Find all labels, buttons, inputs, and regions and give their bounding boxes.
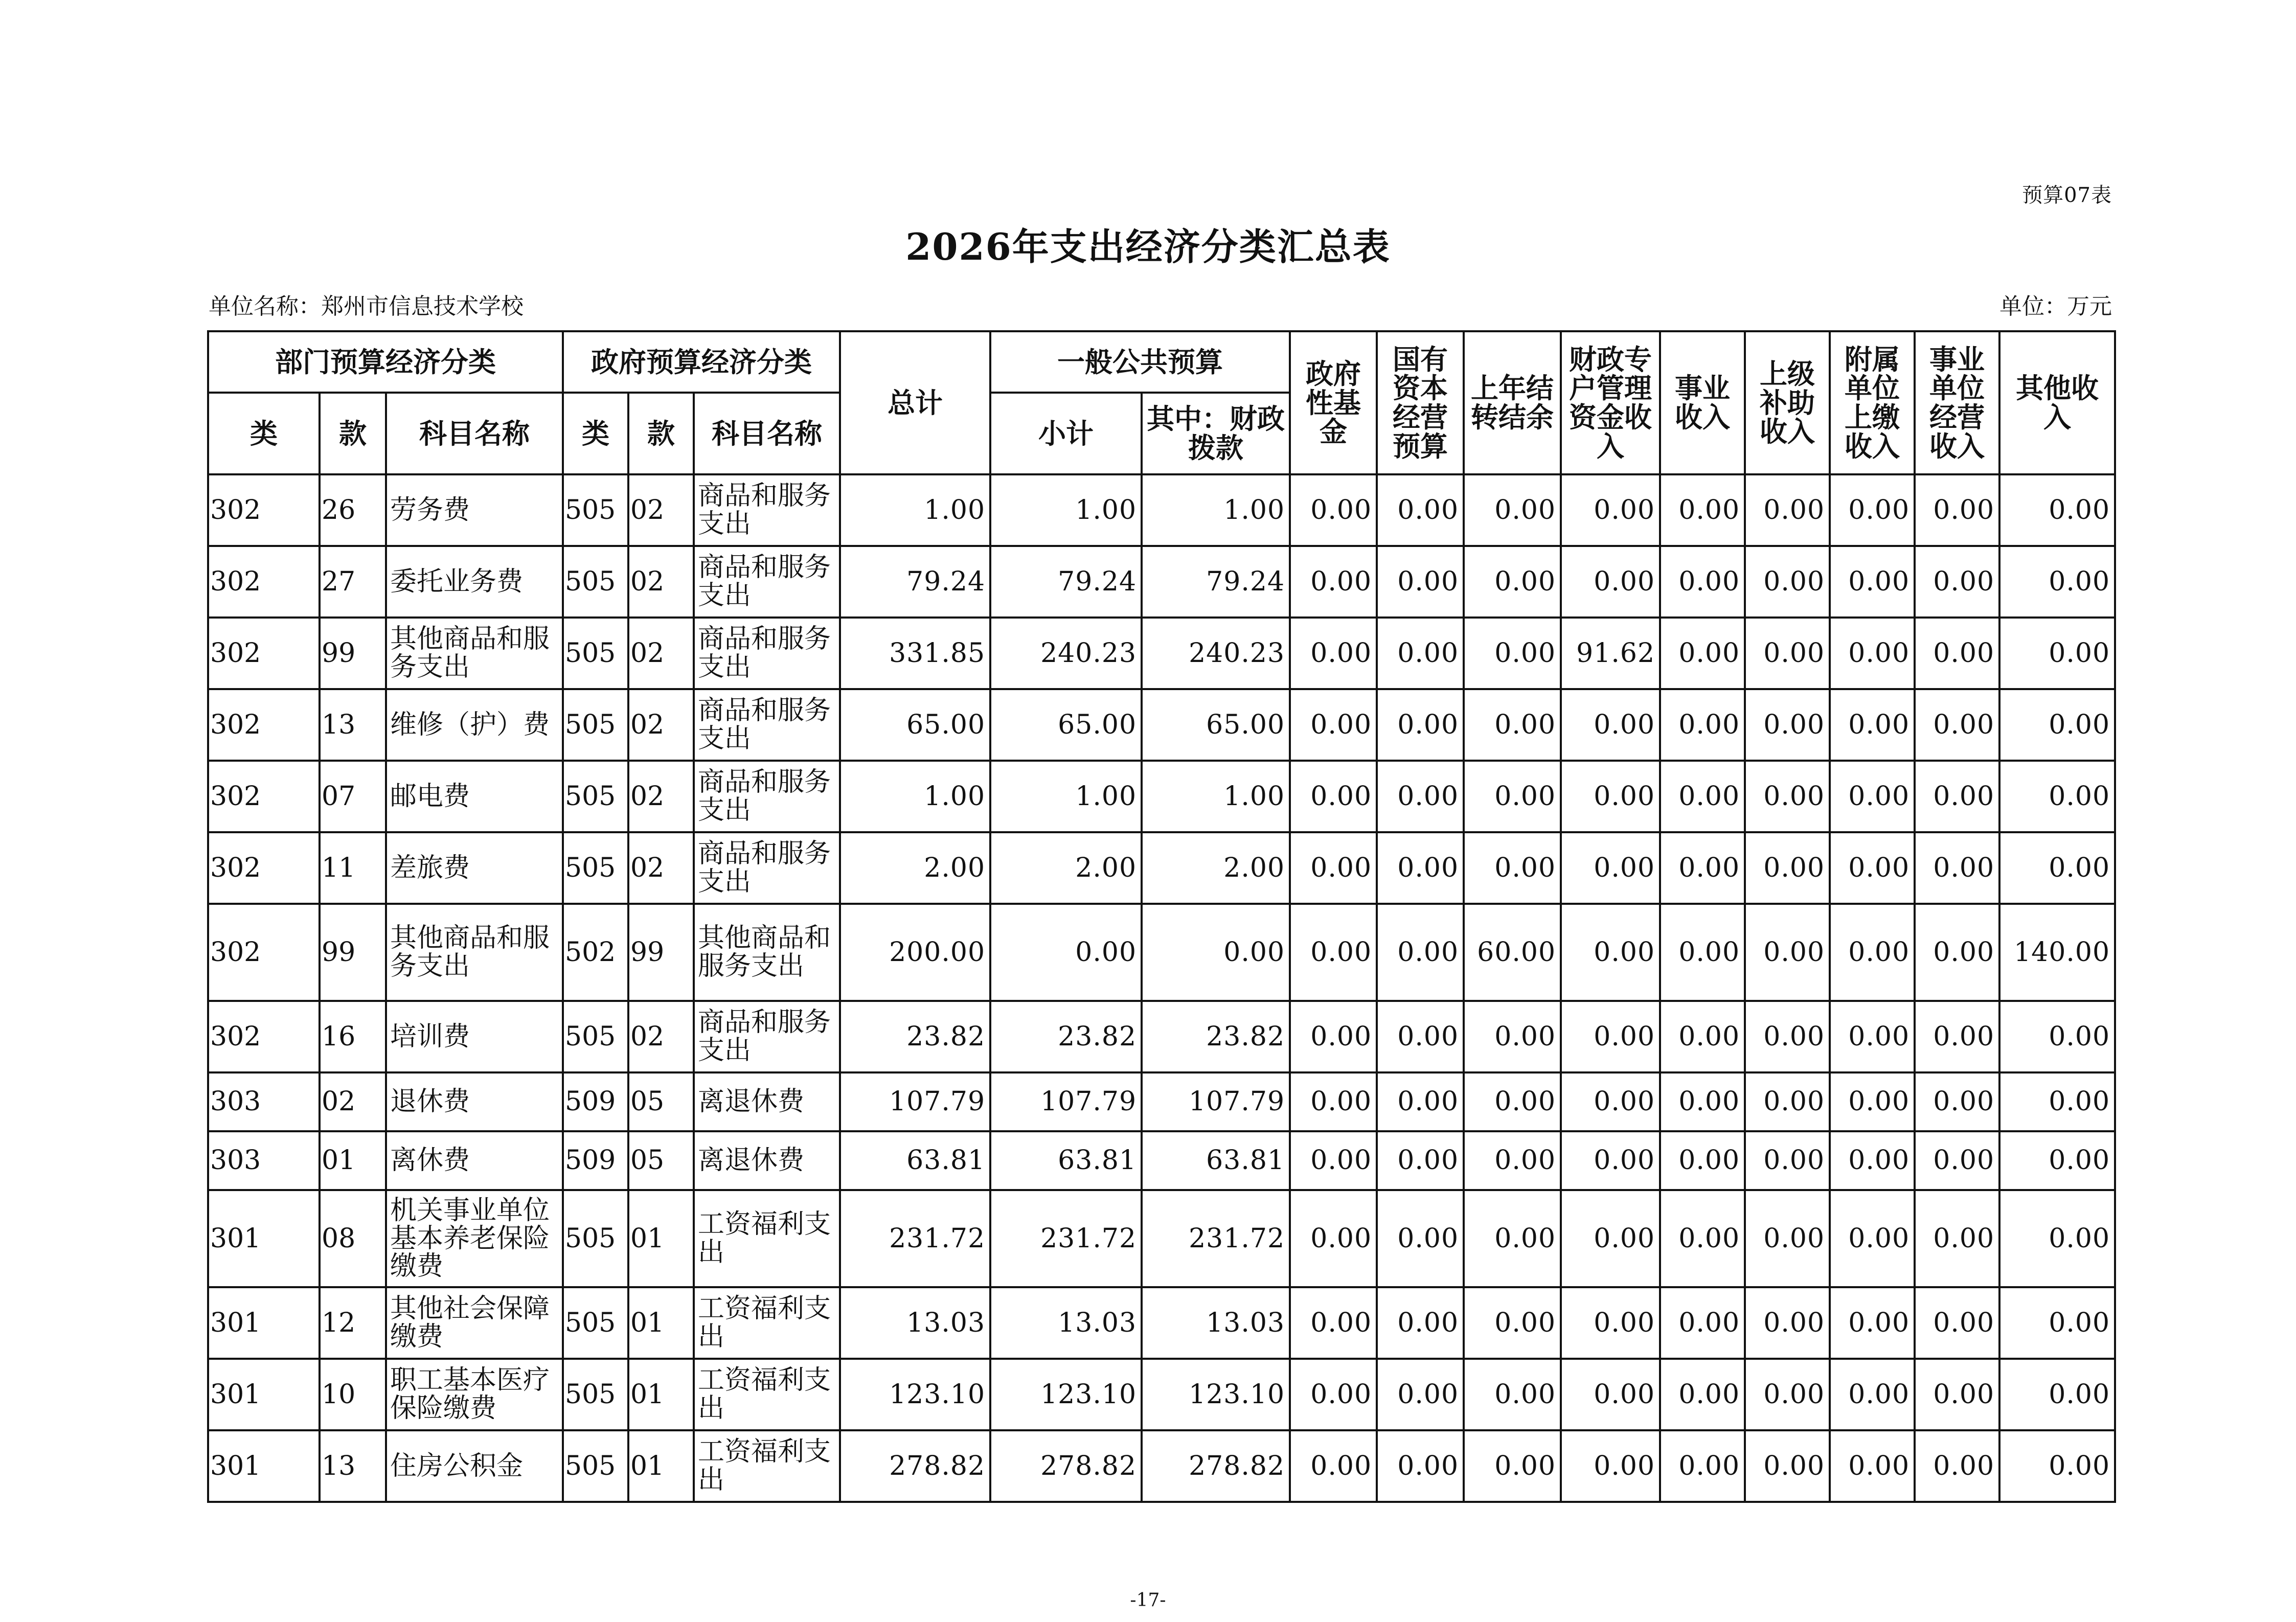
table-cell: 0.00 [1561,1430,1660,1502]
table-cell: 0.00 [1377,761,1464,832]
table-cell: 0.00 [1561,1190,1660,1287]
table-cell: 1.00 [1142,474,1290,546]
table-cell: 其他商品和服务支出 [386,904,563,1001]
table-row [208,1131,2115,1190]
table-cell: 107.79 [840,1072,990,1131]
table-cell: 0.00 [1561,546,1660,618]
table-cell: 0.00 [1142,904,1290,1001]
table-cell: 0.00 [1561,904,1660,1001]
table-cell: 23.82 [990,1001,1142,1072]
table-cell: 商品和服务支出 [694,689,840,761]
table-cell: 0.00 [1999,689,2115,761]
table-cell: 0.00 [1915,1430,1999,1502]
table-cell: 0.00 [1745,474,1830,546]
table-cell: 303 [208,1131,320,1190]
table-cell: 1.00 [1142,761,1290,832]
table-cell: 0.00 [1999,761,2115,832]
table-cell: 505 [563,1001,628,1072]
table-cell: 0.00 [1660,1430,1745,1502]
table-cell: 65.00 [840,689,990,761]
table-cell: 0.00 [1464,1359,1561,1430]
table-cell: 0.00 [1660,1287,1745,1359]
table-cell: 01 [628,1190,694,1287]
table-cell: 商品和服务支出 [694,1001,840,1072]
table-row [208,474,2115,546]
table-cell: 0.00 [1915,689,1999,761]
table-row [208,904,2115,1001]
table-cell: 99 [320,904,386,1001]
table-cell: 13.03 [1142,1287,1290,1359]
table-cell: 0.00 [1464,1072,1561,1131]
table-cell: 16 [320,1001,386,1072]
table-cell: 278.82 [1142,1430,1290,1502]
header-business-income: 事业收入 [1660,331,1745,474]
table-cell: 0.00 [1999,832,2115,904]
table-cell: 01 [628,1287,694,1359]
table-cell: 0.00 [1660,1131,1745,1190]
table-cell: 231.72 [840,1190,990,1287]
table-cell: 0.00 [1377,1287,1464,1359]
header-special-account: 财政专户管理资金收入 [1561,331,1660,474]
table-cell: 0.00 [1745,761,1830,832]
table-cell: 0.00 [1561,1072,1660,1131]
table-cell: 505 [563,832,628,904]
expenditure-table [207,330,2116,1503]
table-cell: 0.00 [1830,761,1915,832]
table-cell: 302 [208,761,320,832]
table-cell: 231.72 [990,1190,1142,1287]
header-subject-name: 科目名称 [386,393,563,474]
table-cell: 0.00 [1561,689,1660,761]
table-cell: 13 [320,1430,386,1502]
table-cell: 工资福利支出 [694,1287,840,1359]
table-cell: 商品和服务支出 [694,618,840,689]
table-cell: 0.00 [1377,689,1464,761]
table-cell: 0.00 [1561,1131,1660,1190]
table-cell: 0.00 [1915,1190,1999,1287]
table-cell: 培训费 [386,1001,563,1072]
table-cell: 02 [320,1072,386,1131]
table-cell: 0.00 [1830,1359,1915,1430]
table-cell: 02 [628,1001,694,1072]
table-cell: 0.00 [1745,1072,1830,1131]
header-dept-econ: 部门预算经济分类 [208,331,563,393]
table-cell: 99 [320,618,386,689]
table-cell: 0.00 [1660,832,1745,904]
table-cell: 505 [563,689,628,761]
table-cell: 0.00 [1745,1131,1830,1190]
table-cell: 0.00 [1660,1001,1745,1072]
table-cell: 0.00 [1830,1072,1915,1131]
table-cell: 302 [208,904,320,1001]
table-cell: 07 [320,761,386,832]
table-cell: 107.79 [1142,1072,1290,1131]
table-cell: 职工基本医疗保险缴费 [386,1359,563,1430]
table-cell: 0.00 [1290,689,1377,761]
table-cell: 0.00 [1290,1287,1377,1359]
header-carryover: 上年结转结余 [1464,331,1561,474]
table-cell: 0.00 [1999,474,2115,546]
header-general-budget: 一般公共预算 [990,331,1290,393]
table-cell: 0.00 [1290,1072,1377,1131]
table-cell: 301 [208,1430,320,1502]
table-cell: 107.79 [990,1072,1142,1131]
header-gov-fund: 政府性基金 [1290,331,1377,474]
table-cell: 0.00 [1290,618,1377,689]
table-cell: 0.00 [1915,1001,1999,1072]
table-cell: 0.00 [1999,546,2115,618]
table-cell: 0.00 [1745,1287,1830,1359]
table-cell: 0.00 [1830,1001,1915,1072]
table-cell: 0.00 [1290,474,1377,546]
table-cell: 01 [628,1359,694,1430]
table-cell: 0.00 [1290,1430,1377,1502]
table-cell: 278.82 [840,1430,990,1502]
table-cell: 302 [208,618,320,689]
table-cell: 79.24 [990,546,1142,618]
table-cell: 1.00 [840,474,990,546]
table-cell: 0.00 [1464,546,1561,618]
table-cell: 其他商品和服务支出 [694,904,840,1001]
table-cell: 02 [628,546,694,618]
table-cell: 维修（护）费 [386,689,563,761]
table-cell: 0.00 [1377,1131,1464,1190]
table-cell: 505 [563,1287,628,1359]
currency-unit: 单位：万元 [1999,293,2112,319]
table-cell: 0.00 [1464,1287,1561,1359]
table-cell: 0.00 [1999,1190,2115,1287]
table-cell: 302 [208,474,320,546]
table-cell: 0.00 [1999,1359,2115,1430]
table-cell: 0.00 [1660,689,1745,761]
table-cell: 301 [208,1190,320,1287]
table-cell: 0.00 [1745,689,1830,761]
table-cell: 0.00 [1377,1001,1464,1072]
table-cell: 0.00 [1660,1359,1745,1430]
table-cell: 0.00 [1745,546,1830,618]
table-cell: 0.00 [1915,832,1999,904]
table-cell: 0.00 [1999,1131,2115,1190]
table-cell: 302 [208,832,320,904]
header-state-capital: 国有资本经营预算 [1377,331,1464,474]
table-cell: 0.00 [1660,1072,1745,1131]
table-cell: 0.00 [1561,761,1660,832]
table-cell: 509 [563,1131,628,1190]
table-cell: 0.00 [1464,474,1561,546]
table-cell: 13.03 [990,1287,1142,1359]
table-cell: 商品和服务支出 [694,546,840,618]
table-cell: 0.00 [1290,832,1377,904]
table-cell: 0.00 [1830,904,1915,1001]
table-cell: 0.00 [1915,546,1999,618]
table-cell: 0.00 [1464,1190,1561,1287]
table-cell: 0.00 [1915,761,1999,832]
table-cell: 23.82 [840,1001,990,1072]
table-cell: 1.00 [990,474,1142,546]
table-cell: 邮电费 [386,761,563,832]
table-cell: 27 [320,546,386,618]
table-cell: 0.00 [1660,761,1745,832]
table-cell: 0.00 [1660,546,1745,618]
table-cell: 退休费 [386,1072,563,1131]
table-row [208,832,2115,904]
table-cell: 02 [628,832,694,904]
page-title: 2026年支出经济分类汇总表 [905,225,1391,268]
table-cell: 0.00 [1561,1001,1660,1072]
table-cell: 0.00 [1377,1072,1464,1131]
table-cell: 99 [628,904,694,1001]
table-row [208,618,2115,689]
table-cell: 0.00 [1377,618,1464,689]
table-cell: 0.00 [1915,474,1999,546]
table-cell: 91.62 [1561,618,1660,689]
table-cell: 0.00 [1830,1131,1915,1190]
table-cell: 301 [208,1287,320,1359]
table-cell: 0.00 [1745,904,1830,1001]
table-cell: 0.00 [1830,689,1915,761]
table-cell: 0.00 [1915,1072,1999,1131]
table-cell: 65.00 [990,689,1142,761]
table-cell: 10 [320,1359,386,1430]
table-cell: 0.00 [1464,1131,1561,1190]
table-cell: 79.24 [840,546,990,618]
table-cell: 0.00 [1660,618,1745,689]
table-cell: 1.00 [840,761,990,832]
table-cell: 0.00 [1377,1190,1464,1287]
table-cell: 0.00 [1377,1359,1464,1430]
table-cell: 离退休费 [694,1131,840,1190]
table-cell: 505 [563,546,628,618]
table-cell: 劳务费 [386,474,563,546]
table-cell: 0.00 [1464,689,1561,761]
table-cell: 301 [208,1359,320,1430]
table-row [208,1359,2115,1430]
table-cell: 0.00 [1377,904,1464,1001]
table-cell: 其他商品和服务支出 [386,618,563,689]
table-cell: 0.00 [1999,1287,2115,1359]
table-cell: 机关事业单位基本养老保险缴费 [386,1190,563,1287]
table-cell: 0.00 [1830,1430,1915,1502]
table-cell: 331.85 [840,618,990,689]
table-cell: 差旅费 [386,832,563,904]
header-other-income: 其他收入 [1999,331,2115,474]
table-cell: 工资福利支出 [694,1190,840,1287]
table-row [208,1072,2115,1131]
table-cell: 0.00 [1561,474,1660,546]
table-cell: 63.81 [990,1131,1142,1190]
table-cell: 63.81 [840,1131,990,1190]
table-cell: 302 [208,546,320,618]
table-row [208,1190,2115,1287]
table-cell: 2.00 [1142,832,1290,904]
table-cell: 0.00 [1660,904,1745,1001]
table-cell: 2.00 [840,832,990,904]
table-cell: 13 [320,689,386,761]
header-total: 总计 [840,331,990,474]
table-cell: 0.00 [1745,1001,1830,1072]
table-cell: 02 [628,689,694,761]
table-cell: 02 [628,474,694,546]
table-cell: 0.00 [1290,546,1377,618]
table-cell: 商品和服务支出 [694,761,840,832]
table-cell: 140.00 [1999,904,2115,1001]
table-cell: 0.00 [1377,1430,1464,1502]
table-cell: 0.00 [1999,1072,2115,1131]
table-cell: 商品和服务支出 [694,474,840,546]
table-cell: 502 [563,904,628,1001]
header-superior-subsidy: 上级补助收入 [1745,331,1830,474]
table-row [208,761,2115,832]
table-cell: 13.03 [840,1287,990,1359]
table-cell: 240.23 [1142,618,1290,689]
header-kuan: 款 [320,393,386,474]
table-cell: 0.00 [1915,618,1999,689]
table-cell: 0.00 [1464,761,1561,832]
table-cell: 0.00 [1830,546,1915,618]
table-cell: 0.00 [1999,1001,2115,1072]
table-cell: 0.00 [1999,1430,2115,1502]
table-cell: 0.00 [1290,1001,1377,1072]
table-cell: 05 [628,1072,694,1131]
table-cell: 505 [563,761,628,832]
unit-name: 单位名称：郑州市信息技术学校 [209,293,524,319]
table-cell: 11 [320,832,386,904]
table-cell: 委托业务费 [386,546,563,618]
table-cell: 0.00 [1745,832,1830,904]
table-row [208,689,2115,761]
header-lei: 类 [208,393,320,474]
table-cell: 0.00 [1830,474,1915,546]
table-cell: 23.82 [1142,1001,1290,1072]
table-cell: 0.00 [1290,904,1377,1001]
table-cell: 08 [320,1190,386,1287]
table-cell: 0.00 [1745,1190,1830,1287]
header-kuan-gov: 款 [628,393,694,474]
table-cell: 其他社会保障缴费 [386,1287,563,1359]
form-id: 预算07表 [2022,184,2112,207]
table-cell: 0.00 [1377,832,1464,904]
table-cell: 0.00 [1830,1190,1915,1287]
table-cell: 工资福利支出 [694,1359,840,1430]
table-cell: 0.00 [1660,474,1745,546]
table-cell: 0.00 [1915,1131,1999,1190]
table-cell: 505 [563,618,628,689]
header-affiliated-income: 附属单位上缴收入 [1830,331,1915,474]
table-cell: 01 [320,1131,386,1190]
table-cell: 26 [320,474,386,546]
table-cell: 0.00 [1561,1287,1660,1359]
header-gov-econ: 政府预算经济分类 [563,331,840,393]
table-cell: 2.00 [990,832,1142,904]
header-subtotal: 小计 [990,393,1142,474]
table-cell: 0.00 [1464,1430,1561,1502]
table-cell: 0.00 [1745,618,1830,689]
table-row [208,546,2115,618]
table-cell: 02 [628,761,694,832]
header-subject-name-gov: 科目名称 [694,393,840,474]
table-cell: 0.00 [1745,1359,1830,1430]
table-cell: 离退休费 [694,1072,840,1131]
table-cell: 123.10 [990,1359,1142,1430]
table-cell: 240.23 [990,618,1142,689]
table-cell: 0.00 [1290,1131,1377,1190]
table-cell: 303 [208,1072,320,1131]
table-cell: 505 [563,1359,628,1430]
table-cell: 509 [563,1072,628,1131]
table-cell: 0.00 [990,904,1142,1001]
table-cell: 60.00 [1464,904,1561,1001]
table-cell: 278.82 [990,1430,1142,1502]
table-cell: 63.81 [1142,1131,1290,1190]
header-operating-income: 事业单位经营收入 [1915,331,1999,474]
table-cell: 住房公积金 [386,1430,563,1502]
table-cell: 工资福利支出 [694,1430,840,1502]
table-cell: 离休费 [386,1131,563,1190]
table-cell: 0.00 [1290,761,1377,832]
table-cell: 123.10 [840,1359,990,1430]
table-cell: 0.00 [1830,618,1915,689]
table-cell: 0.00 [1464,618,1561,689]
table-cell: 02 [628,618,694,689]
table-cell: 0.00 [1915,1359,1999,1430]
table-cell: 0.00 [1745,1430,1830,1502]
table-cell: 商品和服务支出 [694,832,840,904]
table-cell: 123.10 [1142,1359,1290,1430]
table-cell: 0.00 [1561,832,1660,904]
table-cell: 302 [208,1001,320,1072]
table-row [208,1430,2115,1502]
table-cell: 0.00 [1999,618,2115,689]
table-cell: 65.00 [1142,689,1290,761]
table-cell: 0.00 [1464,832,1561,904]
header-fiscal-allocation: 其中：财政拨款 [1142,393,1290,474]
table-cell: 231.72 [1142,1190,1290,1287]
table-cell: 01 [628,1430,694,1502]
table-cell: 302 [208,689,320,761]
table-cell: 79.24 [1142,546,1290,618]
table-cell: 1.00 [990,761,1142,832]
table-cell: 0.00 [1290,1190,1377,1287]
table-row [208,1001,2115,1072]
table-cell: 0.00 [1830,1287,1915,1359]
table-cell: 0.00 [1915,904,1999,1001]
table-cell: 0.00 [1561,1359,1660,1430]
table-cell: 0.00 [1830,832,1915,904]
table-cell: 505 [563,1430,628,1502]
table-cell: 0.00 [1915,1287,1999,1359]
table-cell: 0.00 [1464,1001,1561,1072]
table-cell: 0.00 [1377,546,1464,618]
table-cell: 505 [563,1190,628,1287]
table-cell: 200.00 [840,904,990,1001]
table-cell: 12 [320,1287,386,1359]
table-row [208,1287,2115,1359]
table-cell: 0.00 [1290,1359,1377,1430]
table-cell: 505 [563,474,628,546]
table-cell: 0.00 [1660,1190,1745,1287]
header-lei-gov: 类 [563,393,628,474]
page-number: -17- [1130,1590,1166,1611]
table-cell: 0.00 [1377,474,1464,546]
table-cell: 05 [628,1131,694,1190]
